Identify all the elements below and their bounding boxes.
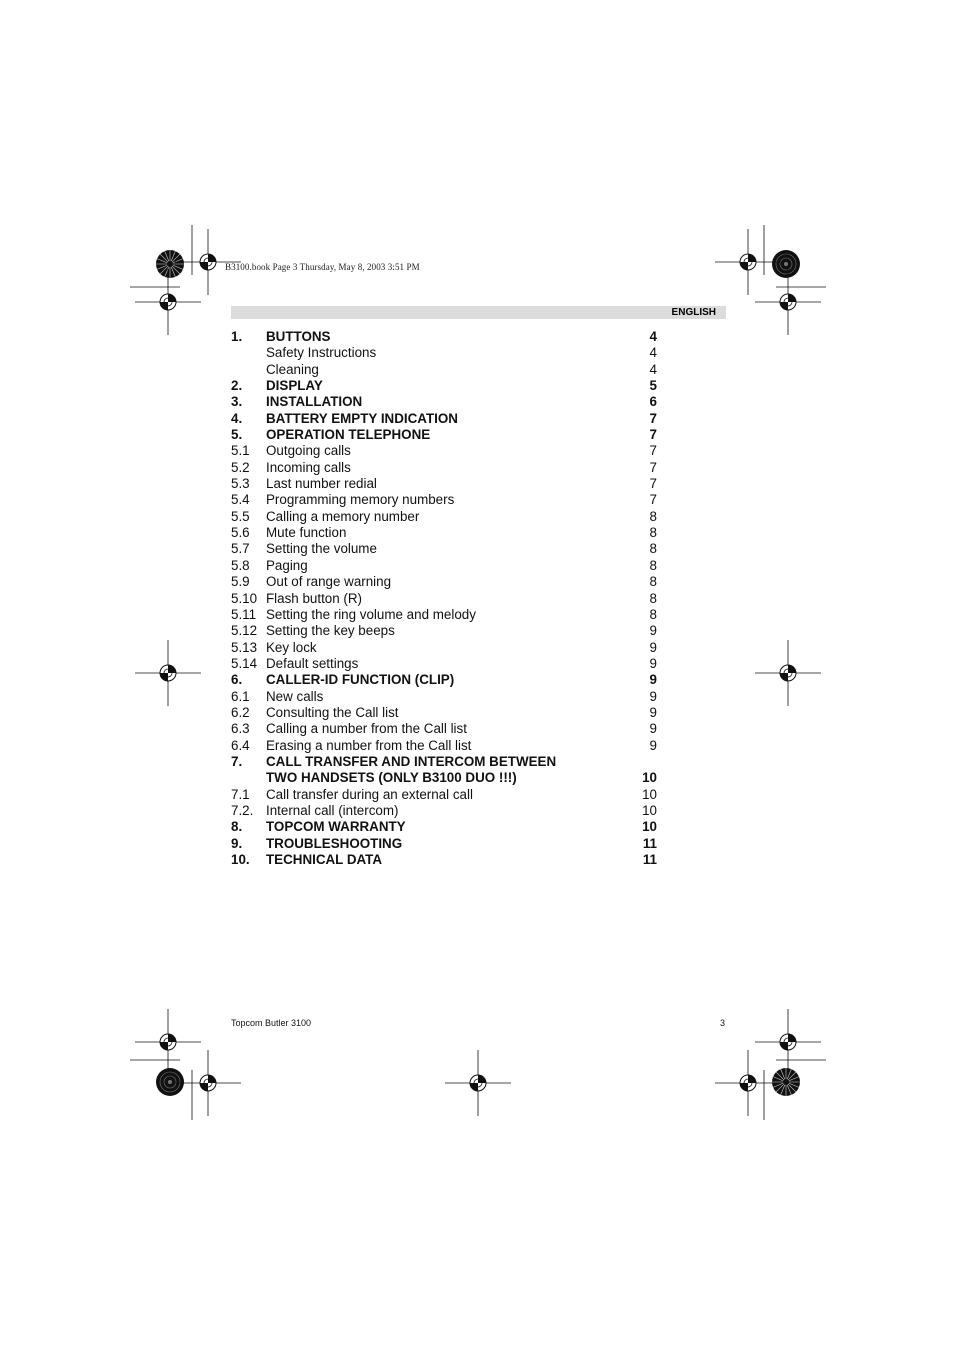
toc-entry: [231, 852, 657, 868]
toc-entry-number: 5.6: [231, 525, 250, 541]
toc-entry-title: Last number redial: [266, 476, 377, 492]
toc-entry-title: TWO HANDSETS (ONLY B3100 DUO !!!): [266, 770, 517, 786]
footer-product-name: Topcom Butler 3100: [231, 1018, 312, 1028]
toc-entry-page: 9: [649, 623, 657, 639]
toc-entry: [231, 591, 657, 607]
footer-page-number: 3: [720, 1018, 726, 1028]
toc-entry-title: Consulting the Call list: [266, 704, 399, 720]
toc-entry-title: CALL TRANSFER AND INTERCOM BETWEEN: [266, 753, 557, 769]
toc-entry: [231, 460, 657, 476]
toc-entry: [231, 558, 657, 574]
toc-entry-title: Internal call (intercom): [266, 802, 399, 818]
toc-entry-title: Erasing a number from the Call list: [266, 737, 472, 753]
toc-entry-title: Key lock: [266, 639, 317, 655]
toc-entry-title: BATTERY EMPTY INDICATION: [266, 410, 458, 426]
registration-mark-icon: [156, 250, 184, 278]
toc-entry-title: CALLER-ID FUNCTION (CLIP): [266, 672, 455, 688]
toc-entry-page: 10: [642, 819, 657, 835]
toc-entry-title: Programming memory numbers: [266, 492, 455, 508]
toc-entry: [231, 541, 657, 557]
registration-target-icon: [135, 1009, 201, 1075]
toc-entry-number: 7.1: [231, 786, 250, 802]
toc-entry-number: 5.13: [231, 639, 258, 655]
toc-entry-title: TOPCOM WARRANTY: [266, 819, 406, 835]
toc-entry: [231, 787, 657, 803]
toc-entry-title: Setting the ring volume and melody: [266, 606, 476, 622]
toc-entry-number: 5.7: [231, 541, 250, 557]
toc-entry-page: 9: [649, 737, 657, 753]
toc-entry-title: Incoming calls: [266, 459, 351, 475]
toc-entry-number: 8.: [231, 819, 243, 835]
registration-mark-icon: [772, 1068, 800, 1096]
toc-entry-title: Cleaning: [266, 361, 319, 377]
registration-target-icon: [715, 1050, 781, 1116]
toc-entry: [231, 411, 657, 427]
registration-target-icon: [445, 1050, 511, 1116]
toc-entry-number: 5.: [231, 427, 243, 443]
toc-entry-number: 5.3: [231, 476, 250, 492]
print-slug: B3100.book Page 3 Thursday, May 8, 2003 3:51 PM: [225, 262, 420, 272]
toc-entry: [231, 574, 657, 590]
toc-entry-number: 6.: [231, 672, 243, 688]
toc-entry-title: DISPLAY: [266, 378, 323, 394]
toc-entry-title: Safety Instructions: [266, 345, 377, 361]
toc-entry-number: 5.2: [231, 459, 250, 475]
registration-target-icon: [175, 1050, 241, 1116]
toc-entry-number: 5.12: [231, 623, 258, 639]
toc-entry-page: 9: [649, 655, 657, 671]
toc-entry-number: 3.: [231, 394, 243, 410]
registration-target-icon: [755, 1009, 821, 1075]
toc-entry: [231, 672, 657, 688]
toc-entry-page: 8: [649, 541, 657, 557]
toc-entry-title: TECHNICAL DATA: [266, 852, 383, 867]
toc-entry: [231, 378, 657, 394]
toc-entry: [231, 836, 657, 852]
toc-entry-title: OPERATION TELEPHONE: [266, 427, 431, 443]
toc-entry: [231, 329, 657, 345]
toc-entry-title: Out of range warning: [266, 574, 392, 590]
toc-entry-number: 7.: [231, 753, 243, 769]
toc-entry-page: 11: [642, 852, 657, 867]
toc-entry-page: 8: [649, 574, 657, 590]
toc-entry-number: 4.: [231, 410, 243, 426]
toc-entry-title: Calling a number from the Call list: [266, 721, 467, 737]
toc-entry-number: 5.9: [231, 574, 250, 590]
toc-entry-number: 5.5: [231, 508, 250, 524]
toc-entry-number: 5.1: [231, 443, 250, 459]
toc-entry-title: Setting the key beeps: [266, 623, 395, 639]
language-header-bar: [231, 306, 726, 319]
toc-entry-page: 10: [642, 770, 657, 786]
registration-target-icon: [135, 640, 201, 706]
toc-entry: [231, 607, 657, 623]
registration-target-icon: [135, 269, 201, 335]
toc-entry-page: 7: [649, 476, 657, 492]
registration-target-icon: [755, 640, 821, 706]
toc-entry: [231, 803, 657, 819]
toc-entry-number: 6.2: [231, 704, 250, 720]
toc-entry: [231, 492, 657, 508]
toc-entry-number: 5.10: [231, 590, 258, 606]
toc-entry: [231, 362, 657, 378]
toc-entry-page: 10: [642, 786, 657, 802]
toc-entry-number: 5.11: [231, 606, 257, 622]
toc-entry: [231, 721, 657, 737]
toc-entry: [231, 689, 657, 705]
toc-entry-number: 2.: [231, 378, 243, 394]
toc-entry-number: 7.2.: [231, 802, 254, 818]
toc-entry-title: New calls: [266, 688, 324, 704]
toc-entry-page: 7: [649, 492, 657, 508]
toc-entry-number: 6.1: [231, 688, 250, 704]
toc-entry: [231, 738, 657, 754]
toc-entry: [231, 656, 657, 672]
toc-entry-page: 8: [649, 508, 657, 524]
toc-entry: [231, 705, 657, 721]
toc-entry-title: Setting the volume: [266, 541, 377, 557]
toc-entry: [231, 394, 657, 410]
toc-entry: [231, 509, 657, 525]
toc-entry: [231, 443, 657, 459]
toc-entry-page: 4: [649, 329, 657, 344]
toc-entry-title: INSTALLATION: [266, 394, 363, 410]
toc-entry-page: 7: [649, 410, 657, 426]
registration-mark-icon: [772, 250, 800, 278]
toc-entry: [231, 345, 657, 361]
toc-entry-page: 9: [649, 688, 657, 704]
toc-entry-title: TROUBLESHOOTING: [266, 835, 403, 851]
toc-entry-page: 7: [649, 459, 657, 475]
registration-target-icon: [715, 229, 781, 295]
toc-entry-number: 6.4: [231, 737, 250, 753]
toc-entry-page: 9: [649, 672, 657, 688]
toc-entry-title: Call transfer during an external call: [266, 786, 473, 802]
toc-entry-page: 4: [649, 345, 657, 361]
toc-entry-number: 10.: [231, 852, 250, 867]
toc-entry-page: 7: [649, 443, 657, 459]
toc-entry-page: 10: [642, 802, 657, 818]
registration-target-icon: [755, 269, 821, 335]
toc-entry-page: 8: [649, 525, 657, 541]
table-of-contents: [231, 329, 657, 868]
toc-entry-page: 7: [649, 427, 657, 443]
toc-entry-number: 9.: [231, 835, 243, 851]
toc-entry: [231, 623, 657, 639]
toc-entry: [231, 819, 657, 835]
toc-entry-title: Paging: [266, 557, 308, 573]
toc-entry-title: Flash button (R): [266, 590, 363, 606]
toc-entry: [231, 476, 657, 492]
toc-entry-number: 1.: [231, 329, 243, 344]
toc-entry-title: Calling a memory number: [266, 508, 420, 524]
toc-entry-page: 6: [649, 394, 657, 410]
registration-mark-icon: [156, 1068, 184, 1096]
toc-entry-page: 9: [649, 639, 657, 655]
toc-entry: [231, 640, 657, 656]
toc-entry: [231, 770, 657, 786]
toc-entry-page: 4: [649, 361, 657, 377]
toc-entry: [231, 525, 657, 541]
language-label: ENGLISH: [671, 307, 716, 318]
toc-entry-title: BUTTONS: [266, 329, 331, 344]
toc-entry-number: 6.3: [231, 721, 250, 737]
toc-entry-page: 8: [649, 606, 657, 622]
toc-entry-title: Mute function: [266, 525, 347, 541]
toc-entry-number: 5.4: [231, 492, 250, 508]
toc-entry: [231, 754, 657, 770]
toc-entry-number: 5.14: [231, 655, 258, 671]
toc-entry: [231, 427, 657, 443]
toc-entry-title: Outgoing calls: [266, 443, 351, 459]
toc-entry-page: 9: [649, 721, 657, 737]
toc-entry-page: 8: [649, 590, 657, 606]
toc-entry-title: Default settings: [266, 655, 359, 671]
toc-entry-page: 8: [649, 557, 657, 573]
toc-entry-page: 5: [649, 378, 657, 394]
toc-entry-page: 9: [649, 704, 657, 720]
toc-entry-number: 5.8: [231, 557, 250, 573]
toc-entry-page: 11: [642, 835, 657, 851]
